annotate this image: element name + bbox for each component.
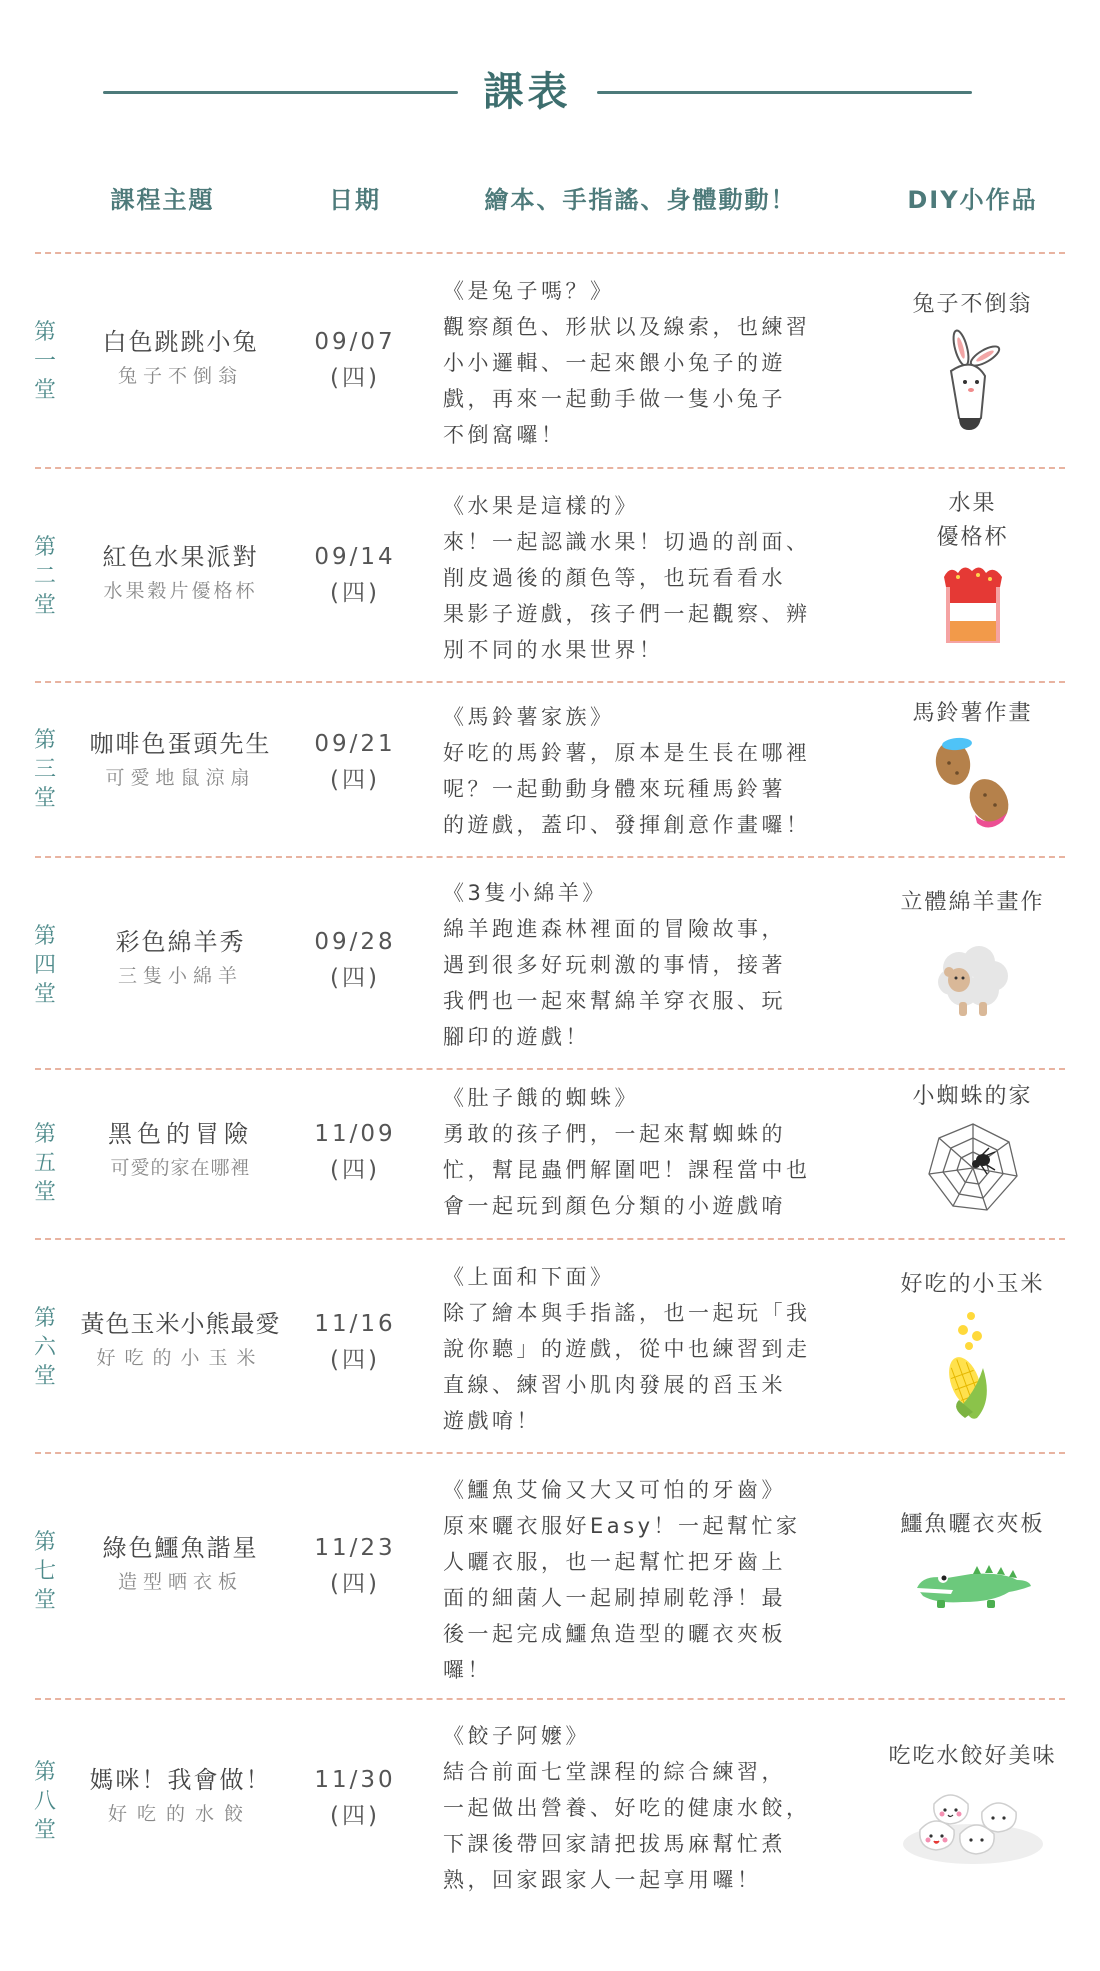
lesson-row xyxy=(0,1698,1100,1928)
lesson-row xyxy=(0,467,1100,681)
craft-name: 立體綿羊畫作 xyxy=(900,890,1045,915)
lesson-date: 09/07 (四) xyxy=(314,329,396,391)
lesson-number: 第 一 堂 xyxy=(33,320,56,403)
lesson-number: 第 二 堂 xyxy=(33,535,56,618)
topic-title: 綠色鱷魚諧星 xyxy=(102,1534,259,1562)
lesson-topic xyxy=(68,924,293,992)
topic-subtitle: 好吃的水餃 xyxy=(107,1803,253,1825)
lesson-topic xyxy=(68,1762,293,1830)
craft-name: 鱷魚曬衣夾板 xyxy=(900,1512,1045,1537)
potato-stamp-icon xyxy=(923,733,1023,833)
header-activity: 繪本、手指謠、身體動動！ xyxy=(484,186,797,214)
lesson-description: 《3隻小綿羊》 綿羊跑進森林裡面的冒險故事， 遇到很多好玩刺激的事情，接著 我們也一起來幫綿羊穿衣服、玩 腳印的遊戲！ xyxy=(443,875,835,1055)
topic-subtitle: 可愛的家在哪裡 xyxy=(110,1157,251,1179)
dumplings-icon xyxy=(898,1778,1048,1868)
book-title: 《是兔子嗎？》 xyxy=(443,279,615,303)
lesson-date: 11/16 (四) xyxy=(314,1311,396,1373)
lesson-date: 09/28 (四) xyxy=(314,929,396,991)
lesson-date: 11/23 (四) xyxy=(314,1535,396,1597)
lesson-description: 《上面和下面》 除了繪本與手指謠，也一起玩「我 說你聽」的遊戲，從中也練習到走 直線、練習小肌肉發展的舀玉米 遊戲唷！ xyxy=(443,1259,835,1439)
topic-subtitle: 好吃的小玉米 xyxy=(96,1347,265,1369)
lesson-number: 第 三 堂 xyxy=(33,728,56,811)
craft-name: 兔子不倒翁 xyxy=(912,292,1033,317)
book-title: 《肚子餓的蜘蛛》 xyxy=(443,1086,639,1110)
topic-title: 紅色水果派對 xyxy=(102,543,259,571)
topic-title: 白色跳跳小兔 xyxy=(102,328,259,356)
craft-name: 水果 xyxy=(948,491,997,516)
lesson-row xyxy=(0,681,1100,856)
topic-title: 媽咪！我會做！ xyxy=(89,1766,272,1794)
lesson-row xyxy=(0,252,1100,467)
rabbit-tumbler-icon xyxy=(933,326,1013,436)
topic-subtitle: 可愛地鼠涼扇 xyxy=(105,767,256,789)
lesson-number: 第 五 堂 xyxy=(33,1122,56,1205)
corn-icon xyxy=(933,1308,1013,1428)
craft-item xyxy=(870,1080,1075,1216)
book-title: 《3隻小綿羊》 xyxy=(443,881,607,905)
craft-name: 好吃的小玉米 xyxy=(900,1272,1045,1297)
lesson-number: 第 八 堂 xyxy=(33,1760,56,1843)
lesson-number: 第 七 堂 xyxy=(33,1530,56,1613)
page-header xyxy=(0,62,1100,122)
title-divider-right xyxy=(597,91,972,94)
page-title: 課表 xyxy=(483,69,572,115)
lesson-description: 《水果是這樣的》 來！一起認識水果！切過的剖面、 削皮過後的顏色等，也玩看看水 果影子遊戲，孩子們一起觀察、辨 別不同的水果世界！ xyxy=(443,488,835,668)
lesson-topic xyxy=(68,324,293,392)
book-title: 《上面和下面》 xyxy=(443,1265,615,1289)
header-craft: DIY小作品 xyxy=(907,186,1038,214)
lesson-date: 11/09 (四) xyxy=(314,1121,396,1183)
lesson-topic xyxy=(68,1116,293,1184)
lesson-topic xyxy=(68,726,293,794)
craft-item xyxy=(870,886,1075,1028)
topic-title: 咖啡色蛋頭先生 xyxy=(89,730,272,758)
lesson-topic xyxy=(68,1306,293,1374)
lesson-date: 09/21 (四) xyxy=(314,731,396,793)
craft-item xyxy=(870,697,1075,833)
lesson-topic xyxy=(68,539,293,607)
book-title: 《馬鈴薯家族》 xyxy=(443,705,615,729)
crocodile-clip-icon xyxy=(913,1556,1033,1612)
topic-title: 黃色玉米小熊最愛 xyxy=(80,1310,281,1338)
lesson-row xyxy=(0,1452,1100,1698)
sheep-icon xyxy=(923,928,1023,1028)
topic-subtitle: 造型晒衣板 xyxy=(117,1571,243,1593)
header-date: 日期 xyxy=(329,186,381,214)
craft-name: 小蜘蛛的家 xyxy=(912,1084,1033,1109)
lesson-description: 《鱷魚艾倫又大又可怕的牙齒》 原來曬衣服好Easy！一起幫忙家 人曬衣服，也一起幫忙把牙齒上 面的細菌人一起刷掉刷乾淨！最 後一起完成鱷魚造型的曬衣夾板 囉！ xyxy=(443,1472,835,1688)
lesson-row xyxy=(0,1068,1100,1238)
topic-subtitle: 兔子不倒翁 xyxy=(117,365,243,387)
craft-item xyxy=(870,1740,1075,1868)
topic-subtitle: 三隻小綿羊 xyxy=(117,965,243,987)
lesson-description: 《是兔子嗎？》 觀察顏色、形狀以及線索，也練習 小小邏輯、一起來餵小兔子的遊 戲，再來一起動手做一隻小兔子 不倒窩囉！ xyxy=(443,273,835,453)
topic-title: 黑色的冒險 xyxy=(108,1120,253,1148)
lesson-description: 《餃子阿嬤》 結合前面七堂課程的綜合練習， 一起做出營養、好吃的健康水餃， 下課後帶回家請把拔馬麻幫忙煮 熟，回家跟家人一起享用囉！ xyxy=(443,1718,835,1898)
book-title: 《餃子阿嬤》 xyxy=(443,1724,590,1748)
topic-subtitle: 水果穀片優格杯 xyxy=(103,580,258,602)
craft-item xyxy=(870,487,1075,648)
craft-name: 吃吃水餃好美味 xyxy=(888,1744,1057,1769)
book-title: 《鱷魚艾倫又大又可怕的牙齒》 xyxy=(443,1478,786,1502)
book-title: 《水果是這樣的》 xyxy=(443,494,639,518)
craft-item xyxy=(870,288,1075,436)
spider-web-icon xyxy=(923,1116,1023,1216)
lesson-date: 09/14 (四) xyxy=(314,544,396,606)
lesson-row xyxy=(0,856,1100,1068)
topic-title: 彩色綿羊秀 xyxy=(115,928,246,956)
lesson-topic xyxy=(68,1530,293,1598)
lesson-date: 11/30 (四) xyxy=(314,1767,396,1829)
lesson-row xyxy=(0,1238,1100,1452)
craft-item xyxy=(870,1508,1075,1612)
craft-name: 馬鈴薯作畫 xyxy=(912,701,1033,726)
yogurt-cup-icon xyxy=(938,563,1008,648)
lesson-number: 第 四 堂 xyxy=(33,924,56,1007)
lesson-description: 《肚子餓的蜘蛛》 勇敢的孩子們，一起來幫蜘蛛的 忙，幫昆蟲們解圍吧！課程當中也 會一起玩到顏色分類的小遊戲唷 xyxy=(443,1080,835,1224)
lesson-description: 《馬鈴薯家族》 好吃的馬鈴薯，原本是生長在哪裡 呢？一起動動身體來玩種馬鈴薯 的遊戲，蓋印、發揮創意作畫囉！ xyxy=(443,699,835,843)
lesson-number: 第 六 堂 xyxy=(33,1306,56,1389)
title-divider-left xyxy=(103,91,458,94)
craft-item xyxy=(870,1268,1075,1428)
header-topic: 課程主題 xyxy=(110,186,215,214)
craft-name: 優格杯 xyxy=(936,525,1009,550)
